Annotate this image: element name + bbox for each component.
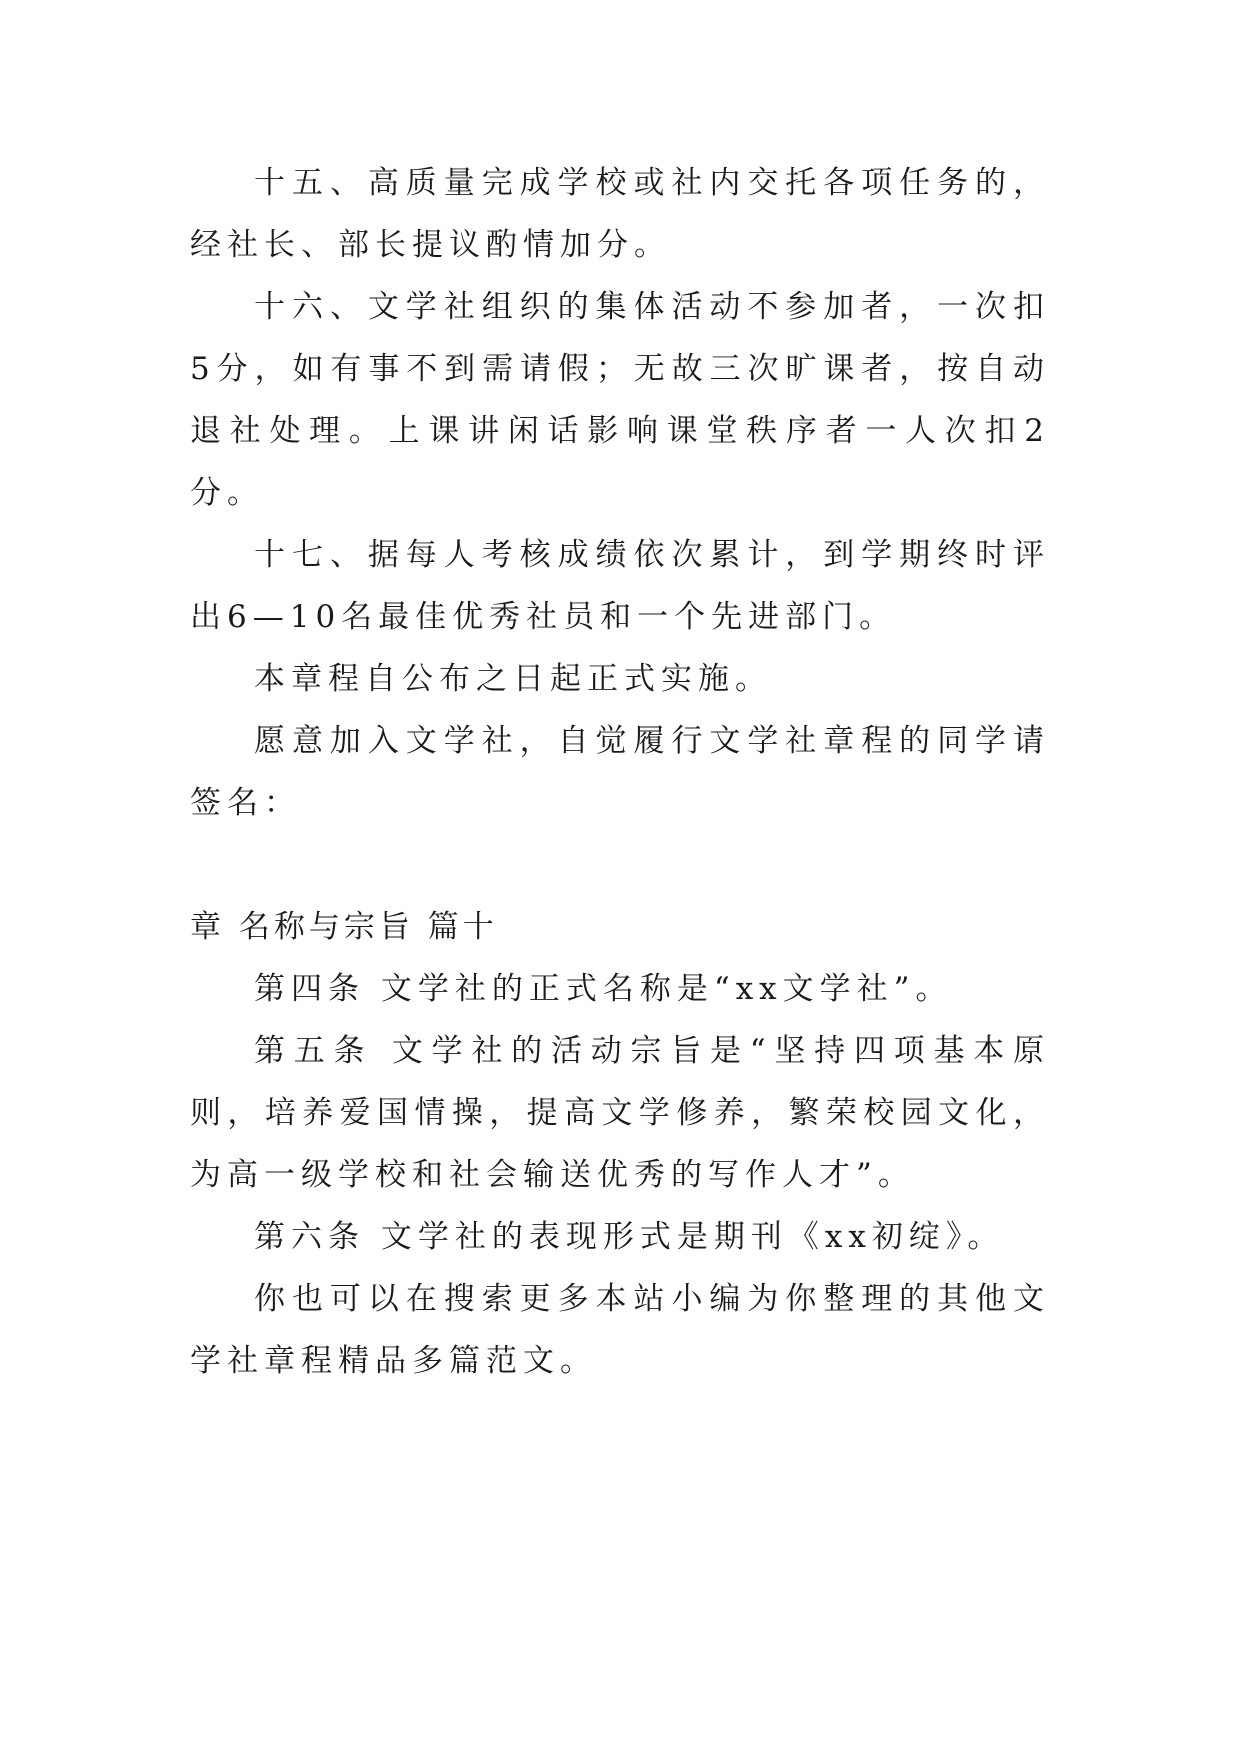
paragraph-signup-prompt: 愿意加入文学社，自觉履行文学社章程的同学请签名： [190,723,1050,821]
document-body [190,152,1050,1392]
paragraph-article-17: 十七、据每人考核成绩依次累计，到学期终时评出6—10名最佳优秀社员和一个先进部门。 [190,537,1050,635]
paragraph-closing-note: 你也可以在搜索更多本站小编为你整理的其他文学社章程精品多篇范文。 [190,1281,1050,1379]
paragraph-article-5: 第五条 文学社的活动宗旨是“坚持四项基本原则，培养爱国情操，提高文学修养，繁荣校园文化，为高一级学校和社会输送优秀的写作人才”。 [190,1033,1050,1193]
paragraph-article-6: 第六条 文学社的表现形式是期刊《xx初绽》。 [254,1219,1005,1255]
section-heading: 章 名称与宗旨 篇十 [190,909,498,945]
paragraph-article-4: 第四条 文学社的正式名称是“xx文学社”。 [254,971,953,1007]
signature-blank [190,834,1050,896]
paragraph-article-16: 十六、文学社组织的集体活动不参加者，一次扣5分，如有事不到需请假；无故三次旷课者，按自动退社处理。上课讲闲话影响课堂秩序者一人次扣2分。 [190,289,1050,511]
paragraph-article-15: 十五、高质量完成学校或社内交托各项任务的，经社长、部长提议酌情加分。 [190,165,1050,263]
paragraph-effective-date: 本章程自公布之日起正式实施。 [254,661,772,697]
